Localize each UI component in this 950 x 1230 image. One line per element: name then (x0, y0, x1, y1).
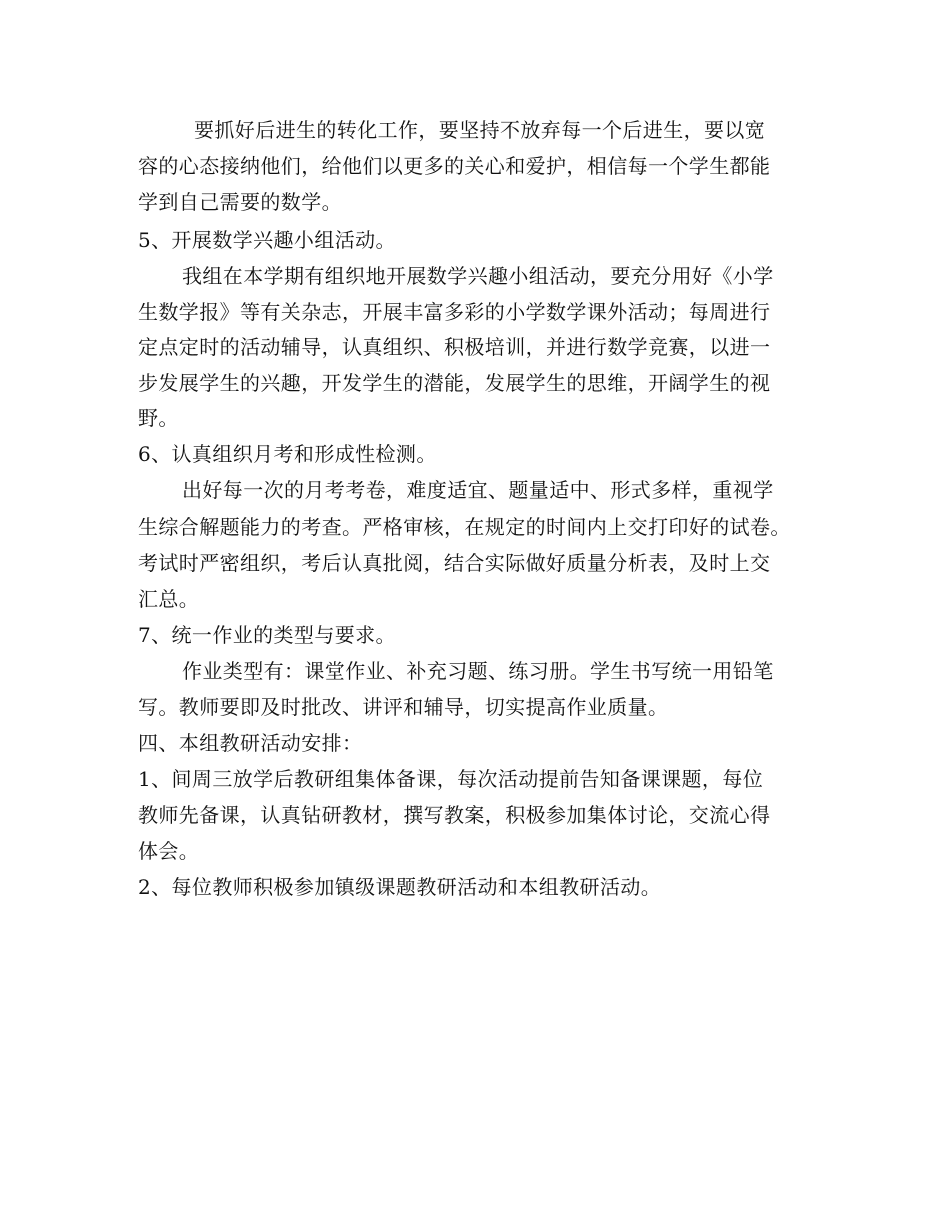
section-heading: 7、统一作业的类型与要求。 (138, 623, 396, 647)
text-line: 学到自己需要的数学。 (138, 190, 342, 214)
text-line: 野。 (138, 406, 179, 430)
text-line: 生综合解题能力的考查。严格审核，在规定的时间内上交打印好的试卷。 (138, 515, 791, 539)
text-line: 写。教师要即及时批改、讲评和辅导，切实提高作业质量。 (138, 695, 669, 719)
text-line: 我组在本学期有组织地开展数学兴趣小组活动，要充分用好《小学 (182, 264, 774, 288)
text-line: 要抓好后进生的转化工作，要坚持不放弃每一个后进生，要以宽 (194, 118, 766, 142)
text-line: 步发展学生的兴趣，开发学生的潜能，发展学生的思维，开阔学生的视 (138, 371, 771, 395)
text-line: 体会。 (138, 839, 200, 863)
text-line: 容的心态接纳他们，给他们以更多的关心和爱护，相信每一个学生都能 (138, 154, 771, 178)
text-line: 1、间周三放学后教研组集体备课，每次活动提前告知备课课题，每位 (138, 767, 764, 791)
text-line: 生数学报》等有关杂志，开展丰富多彩的小学数学课外活动；每周进行 (138, 300, 771, 324)
text-line: 定点定时的活动辅导，认真组织、积极培训，并进行数学竞赛，以进一 (138, 335, 771, 359)
text-line: 作业类型有：课堂作业、补充习题、练习册。学生书写统一用铅笔 (182, 659, 774, 683)
text-line: 考试时严密组织，考后认真批阅，结合实际做好质量分析表，及时上交 (138, 551, 771, 575)
text-line: 出好每一次的月考考卷，难度适宜、题量适中、形式多样，重视学 (182, 478, 774, 502)
text-line: 汇总。 (138, 587, 200, 611)
text-line: 教师先备课，认真钻研教材，撰写教案，积极参加集体讨论，交流心得 (138, 803, 771, 827)
section-heading: 5、开展数学兴趣小组活动。 (138, 228, 396, 252)
section-heading: 四、本组教研活动安排： (138, 731, 363, 755)
text-line: 2、每位教师积极参加镇级课题教研活动和本组教研活动。 (138, 875, 662, 899)
section-heading: 6、认真组织月考和形成性检测。 (138, 442, 437, 466)
